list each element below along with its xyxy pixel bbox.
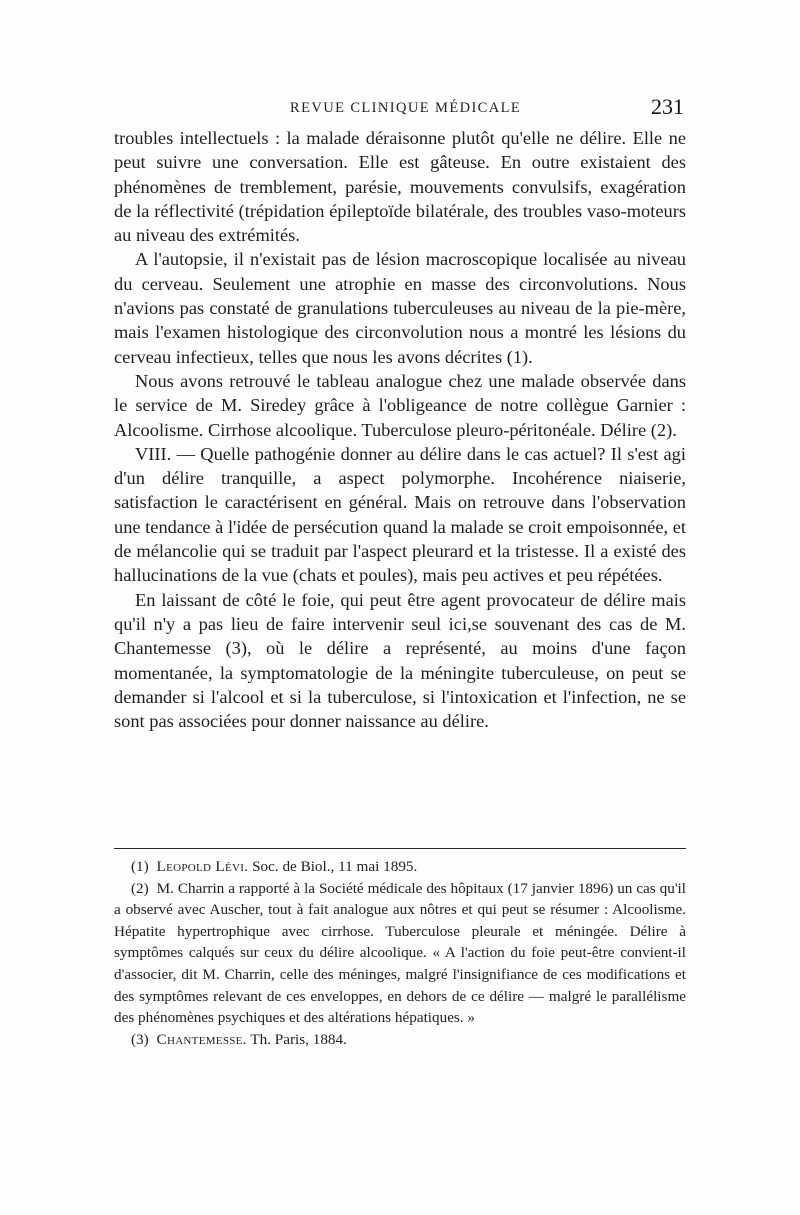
footnote-author: Leopold Lévi. bbox=[156, 858, 249, 875]
footnote-divider bbox=[114, 848, 686, 849]
footnote-text: Soc. de Biol., 11 mai 1895. bbox=[252, 858, 418, 875]
page-number: 231 bbox=[651, 94, 684, 119]
footnote-number: (2) bbox=[131, 879, 149, 897]
paragraph-5: En laissant de côté le foie, qui peut être agent provocateur de délire mais qu'il n'y a pas lieu de faire intervenir seul ici,se souvenant des cas de M. Chantemesse (3), où le délire a représenté, au moins d'une façon momentanée, la symptomatologie de la méningite tuberculeuse, on peut se demander si l'alcool et si la tuberculose, si l'intoxication et l'infection, ne se sont pas associées pour donner naissance au délire. bbox=[114, 589, 686, 732]
footnote-author: Chantemesse. bbox=[156, 1030, 247, 1048]
footnotes bbox=[114, 856, 686, 1050]
paragraph-2: A l'autopsie, il n'existait pas de lésion macroscopique localisée au niveau du cerveau. Seulement une atrophie en masse des circonvolutions. Nous n'avions pas constaté de granulations tuberculeuses au niveau de la pie-mère, mais l'examen histologique des circonvolution nous a montré les lésions du cerveau infectieux, telles que nous les avons décrites (1). bbox=[114, 249, 686, 367]
footnote-text: M. Charrin a rapporté à la Société médicale des hôpitaux (17 janvier 1896) un cas qu'il a observé avec Auscher, tout à fait analogue aux nôtres et qui peut se résumer : Alcoolisme. Hépatite hypertrophique avec cirrhose. Tuberculose pleurale et méningée. Délire à symptômes calqués sur ceux du délire alcoolique. « A l'action du foie peut-être convient-il d'associer, dit M. Charrin, celle des méninges, malgré l'insignifiance de ces modifications et des symptômes relevant de ces enveloppes, en dehors de ce délire — malgré le parallélisme des phénomènes psychiques et des altérations hépatiques. » bbox=[114, 879, 686, 1027]
footnote-text: Th. Paris, 1884. bbox=[250, 1030, 347, 1048]
footnote-2 bbox=[114, 878, 686, 1029]
main-text bbox=[114, 126, 686, 733]
footnote-number: (1) bbox=[131, 858, 149, 875]
page-header bbox=[114, 94, 686, 124]
footnote-number: (3) bbox=[131, 1030, 149, 1048]
paragraph-3: Nous avons retrouvé le tableau analogue chez une malade observée dans le service de M. Siredey grâce à l'obligeance de notre collègue Garnier : Alcoolisme. Cirrhose alcoolique. Tuberculose pleuro-péritonéale. Délire (2). bbox=[114, 370, 686, 440]
footnote-3 bbox=[114, 1029, 686, 1051]
paragraph-4: VIII. — Quelle pathogénie donner au délire dans le cas actuel? Il s'est agi d'un délire tranquille, a aspect polymorphe. Incohérence niaiserie, satisfaction le caractérisent en général. Mais on retrouve dans l'observation une tendance à l'idée de persécution quand la malade se croit empoisonnée, et de mélancolie qui se traduit par l'aspect pleurard et la tristesse. Il a existé des hallucinations de la vue (chats et poules), mais peu actives et peu répétées. bbox=[114, 443, 686, 586]
footnote-1 bbox=[114, 856, 686, 878]
running-title: REVUE CLINIQUE MÉDICALE bbox=[290, 100, 522, 116]
paragraph-1: troubles intellectuels : la malade déraisonne plutôt qu'elle ne délire. Elle ne peut suivre une conversation. Elle est gâteuse. En outre existaient des phénomènes de tremblement, parésie, mouvements convulsifs, exagération de la réflectivité (trépidation épileptoïde bilatérale, des troubles vaso-moteurs au niveau des extrémités. bbox=[114, 128, 686, 246]
